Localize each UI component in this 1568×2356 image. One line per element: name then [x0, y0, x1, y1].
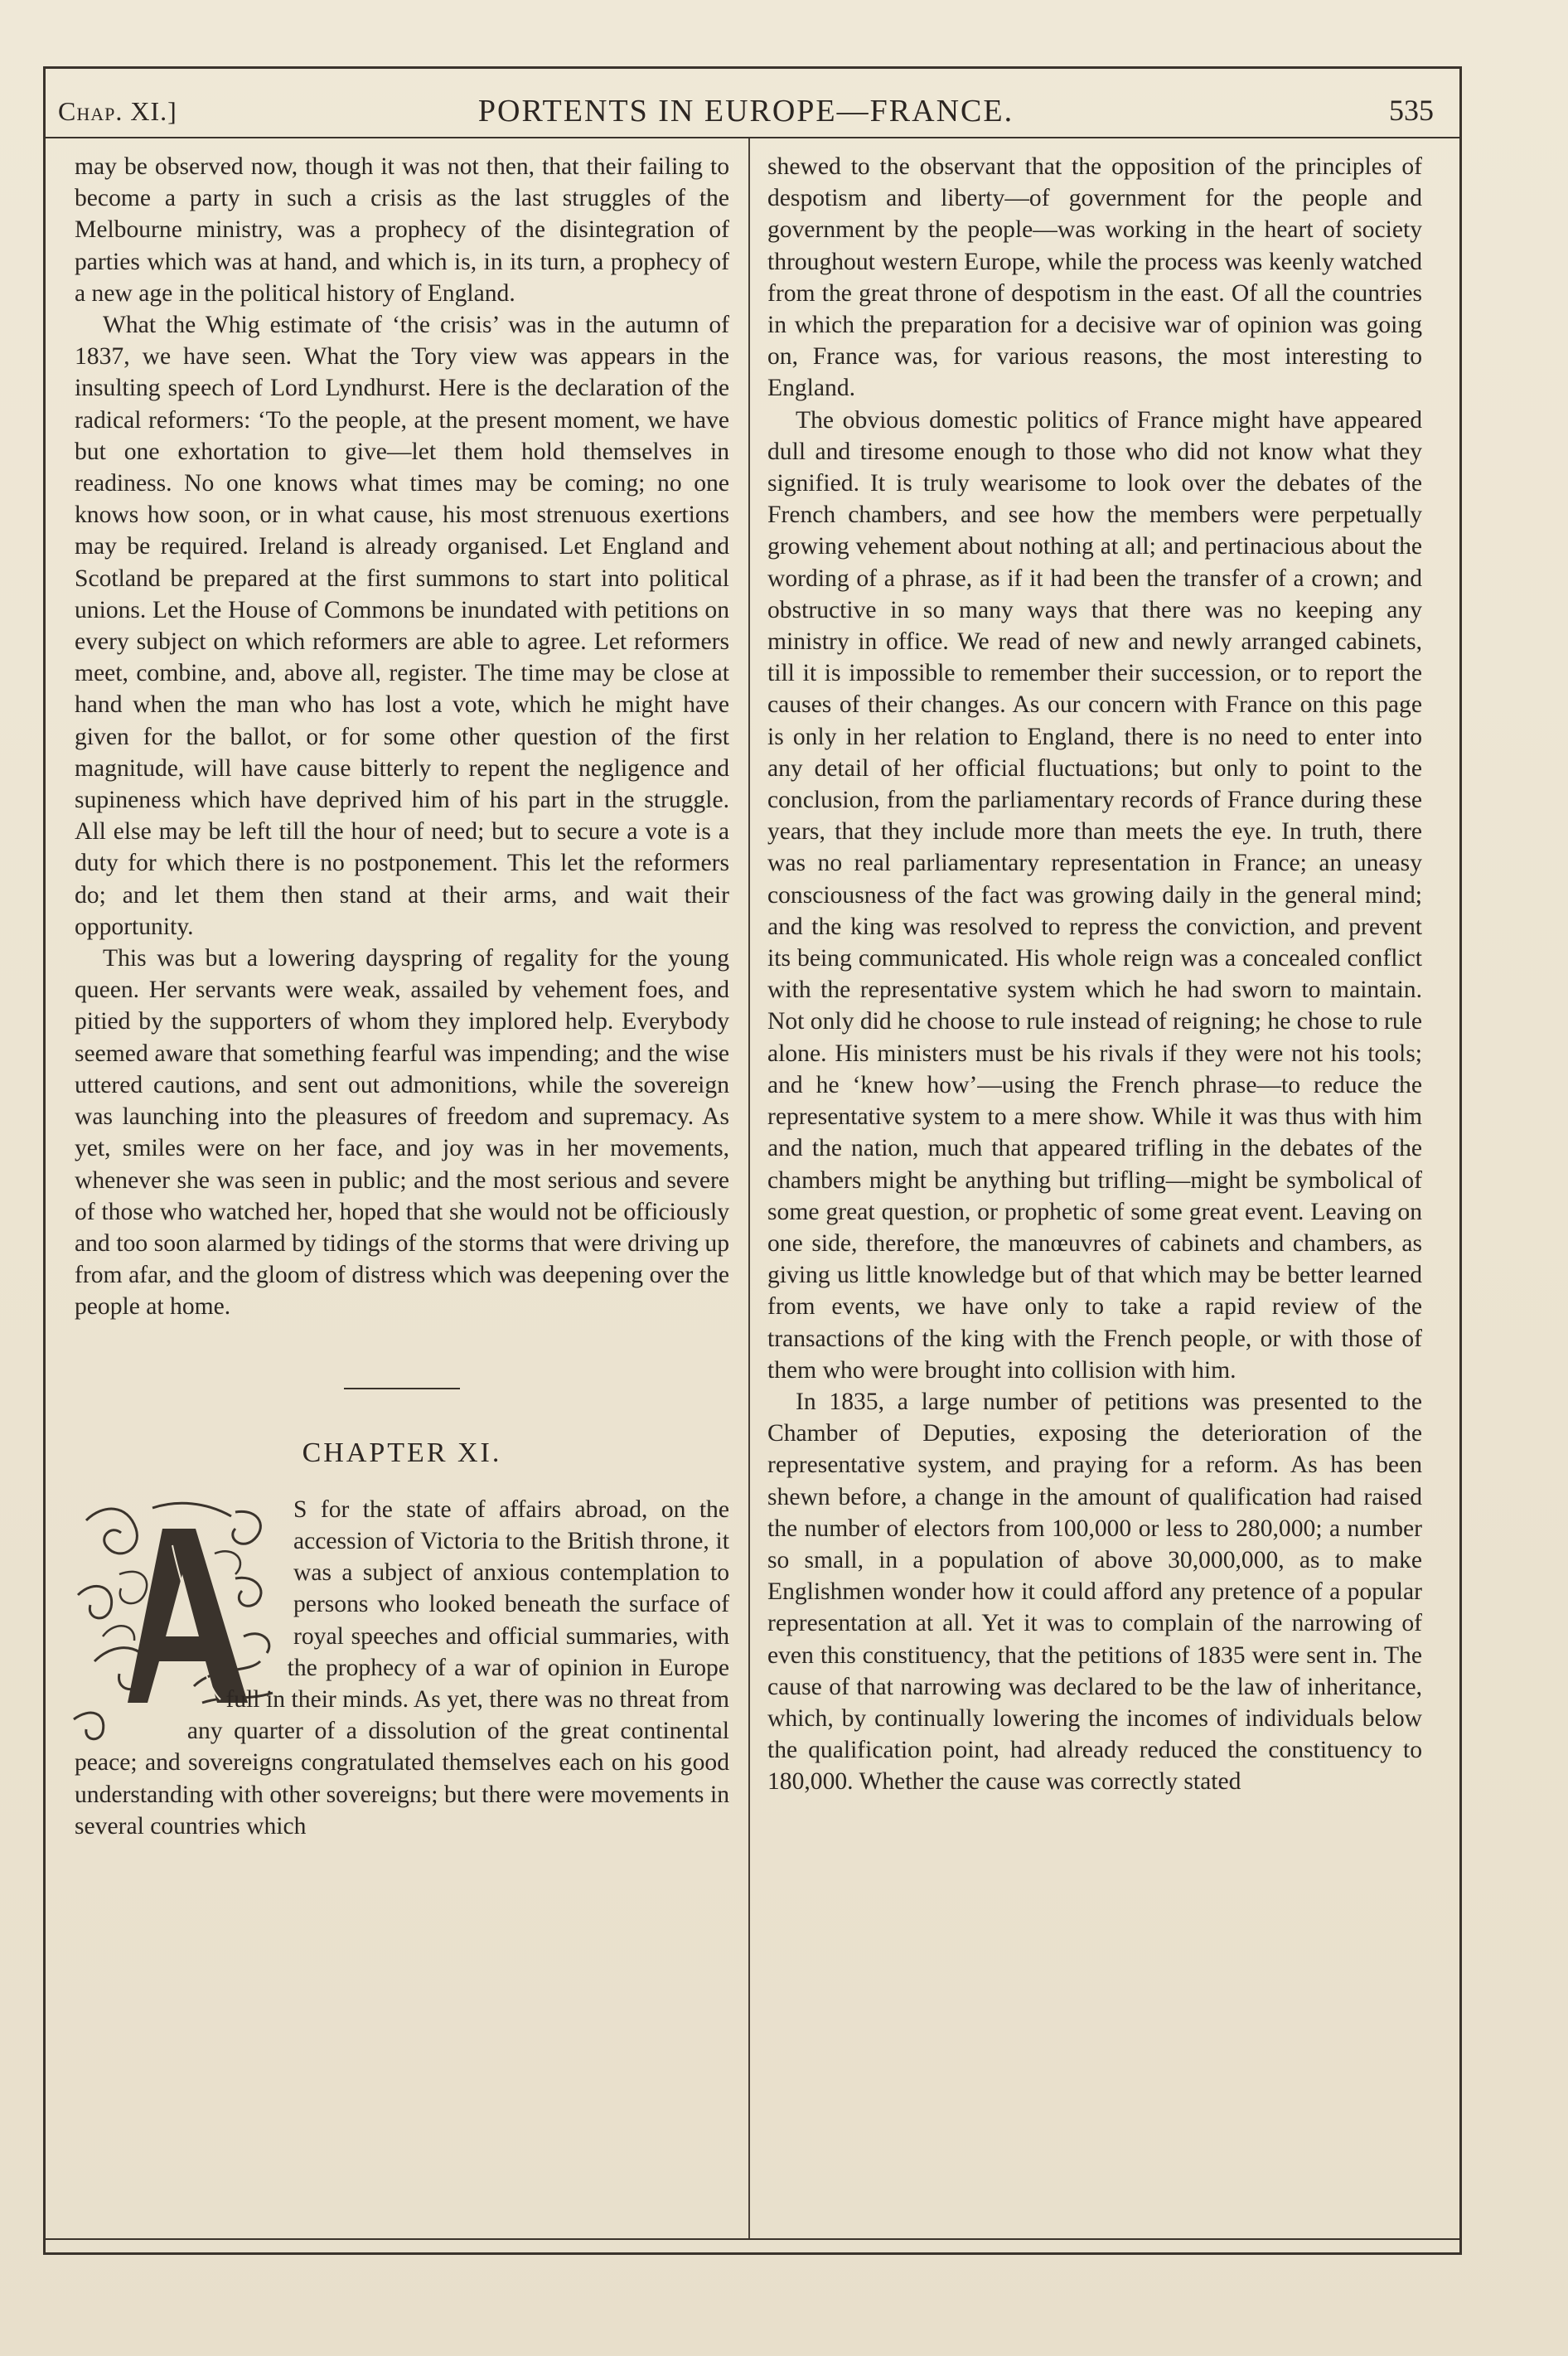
- paragraph: The obvious domestic politics of France might have appeared dull and tiresome enough to those who did not know what they signified. It is truly wearisome to look over the debates of the French chambers, and see how the members were perpetually growing vehement about nothing at all; and pertinacious about the wording of a phrase, as if it had been the transfer of a crown; and obstructive in so many ways that there was no keeping any ministry in office. We read of new and newly arranged cabinets, till it is impossible to remember their succession, or to report the causes of their changes. As our concern with France on this page is only in her relation to England, there is no need to enter into any detail of her official fluctuations; but only to point to the conclusion, from the parliamentary records of France during these years, that they include more than meets the eye. In truth, there was no real parliamentary representation in France; an uneasy consciousness of the fact was growing daily in the general mind; and the king was resolved to repress the conviction, and prevent its being communicated. His whole reign was a concealed conflict with the representative system which he had sworn to maintain. Not only did he choose to rule instead of reigning; he chose to rule alone. His ministers must be his rivals if they were not his tools; and he ‘knew how’—using the French phrase—to reduce the representative system to a mere show. While it was thus with him and the nation, much that appeared trifling in the debates of the chambers might be anything but trifling—might be symbolical of some great question, or prophetic of some great event. Leaving on one side, therefore, the manœuvres of cabinets and chambers, as giving us little knowledge but of that which may be better learned from events, we have only to take a rapid review of the transactions of the king with the French people, or with those of them who were brought into collision with him.: [767, 406, 1422, 1384]
- page-border-bottom: [43, 2252, 1462, 2255]
- chapter-opening-paragraph: S for the state of affairs abroad, on the accession of Victoria to the British throne, it was a subject of anxious contemplation to persons who looked beneath the surface of royal speeches and official summaries, with the prophecy of a war of opinion in Europe full in their minds. As yet, there was no threat from any quarter of a dissolution of the great continental peace; and sovereigns congratulated themselves each on his good understanding with other sovereigns; but there were movements in several countries which: [75, 1496, 729, 1840]
- page-border-top: [43, 66, 1462, 69]
- page-number: 535: [1389, 94, 1434, 127]
- column-divider: [748, 138, 750, 2240]
- right-column: [767, 151, 1422, 1798]
- page-border-right: [1459, 66, 1462, 2255]
- running-head: [58, 90, 1434, 131]
- paragraph: may be observed now, though it was not then, that their failing to become a party in such a crisis as the last struggles of the Melbourne ministry, was a prophecy of the disintegration of parties which was at hand, and which is, in its turn, a prophecy of a new age in the political history of England.: [75, 153, 729, 307]
- header-rule: [46, 137, 1459, 138]
- paragraph: This was but a lowering dayspring of regality for the young queen. Her servants were weak, assailed by vehement foes, and pitied by the supporters of whom they implored help. Everybody seemed aware that something fearful was impending; and the wise uttered cautions, and sent out admonitions, while the sovereign was launching into the pleasures of freedom and supremacy. As yet, smiles were on her face, and joy was in her movements, whenever she was seen in public; and the most serious and severe of those who watched her, hoped that she would not be officiously and too soon alarmed by tidings of the storms that were driving up from afar, and the gloom of distress which was deepening over the people at home.: [75, 945, 729, 1321]
- left-column: [75, 151, 729, 1842]
- page-border-left: [43, 66, 46, 2255]
- footer-rule: [46, 2238, 1459, 2240]
- paragraph: What the Whig estimate of ‘the crisis’ was in the autumn of 1837, we have seen. What the Tory view was appears in the insulting speech of Lord Lyndhurst. Here is the declaration of the radical reformers: ‘To the people, at the present moment, we have but one exhortation to give—let them hold themselves in readiness. No one knows what times may be coming; no one knows how soon, or in what cause, his most strenuous exertions may be required. Ireland is already organised. Let England and Scotland be prepared at the first summons to start into political unions. Let the House of Commons be inundated with petitions on every subject on which reformers are able to agree. Let reformers meet, combine, and, above all, register. The time may be close at hand when the man who has lost a vote, which he might have given for the ballot, or for some other question of the first magnitude, will have cause bitterly to repent the negligence and supineness which have deprived him of his part in the struggle. All else may be left till the hour of need; but to secure a vote is a duty for which there is no postponement. This let the reformers do; and let them then stand at their arms, and wait their opportunity.: [75, 312, 729, 940]
- paragraph: shewed to the observant that the opposition of the principles of despotism and liberty—of government for the people and government by the people—was working in the heart of society throughout western Europe, while the process was keenly watched from the great throne of despotism in the east. Of all the countries in which the preparation for a decisive war of opinion was going on, France was, for various reasons, the most interesting to England.: [767, 153, 1422, 402]
- paragraph: In 1835, a large number of petitions was presented to the Chamber of Deputies, exposing the deterioration of the representative system, and praying for a reform. As has been shewn before, a change in the amount of qualification had raised the number of electors from 100,000 or less to 280,000; a number so small, in a population of above 30,000,000, as to make Englishmen wonder how it could afford any pretence of a popular representation at all. Yet it was to complain of the narrowing of even this constituency, that the petitions of 1835 were sent in. The cause of that narrowing was declared to be the law of inheritance, which, by continually lowering the incomes of individuals below the qualification point, had already reduced the constituency to 180,000. Whether the cause was correctly stated: [767, 1388, 1422, 1796]
- section-separator: [344, 1388, 460, 1389]
- running-head-title: PORTENTS IN EUROPE—FRANCE.: [477, 94, 1014, 128]
- chapter-heading: CHAPTER XI.: [302, 1437, 502, 1468]
- running-head-chapter: Chap. XI.]: [58, 96, 177, 126]
